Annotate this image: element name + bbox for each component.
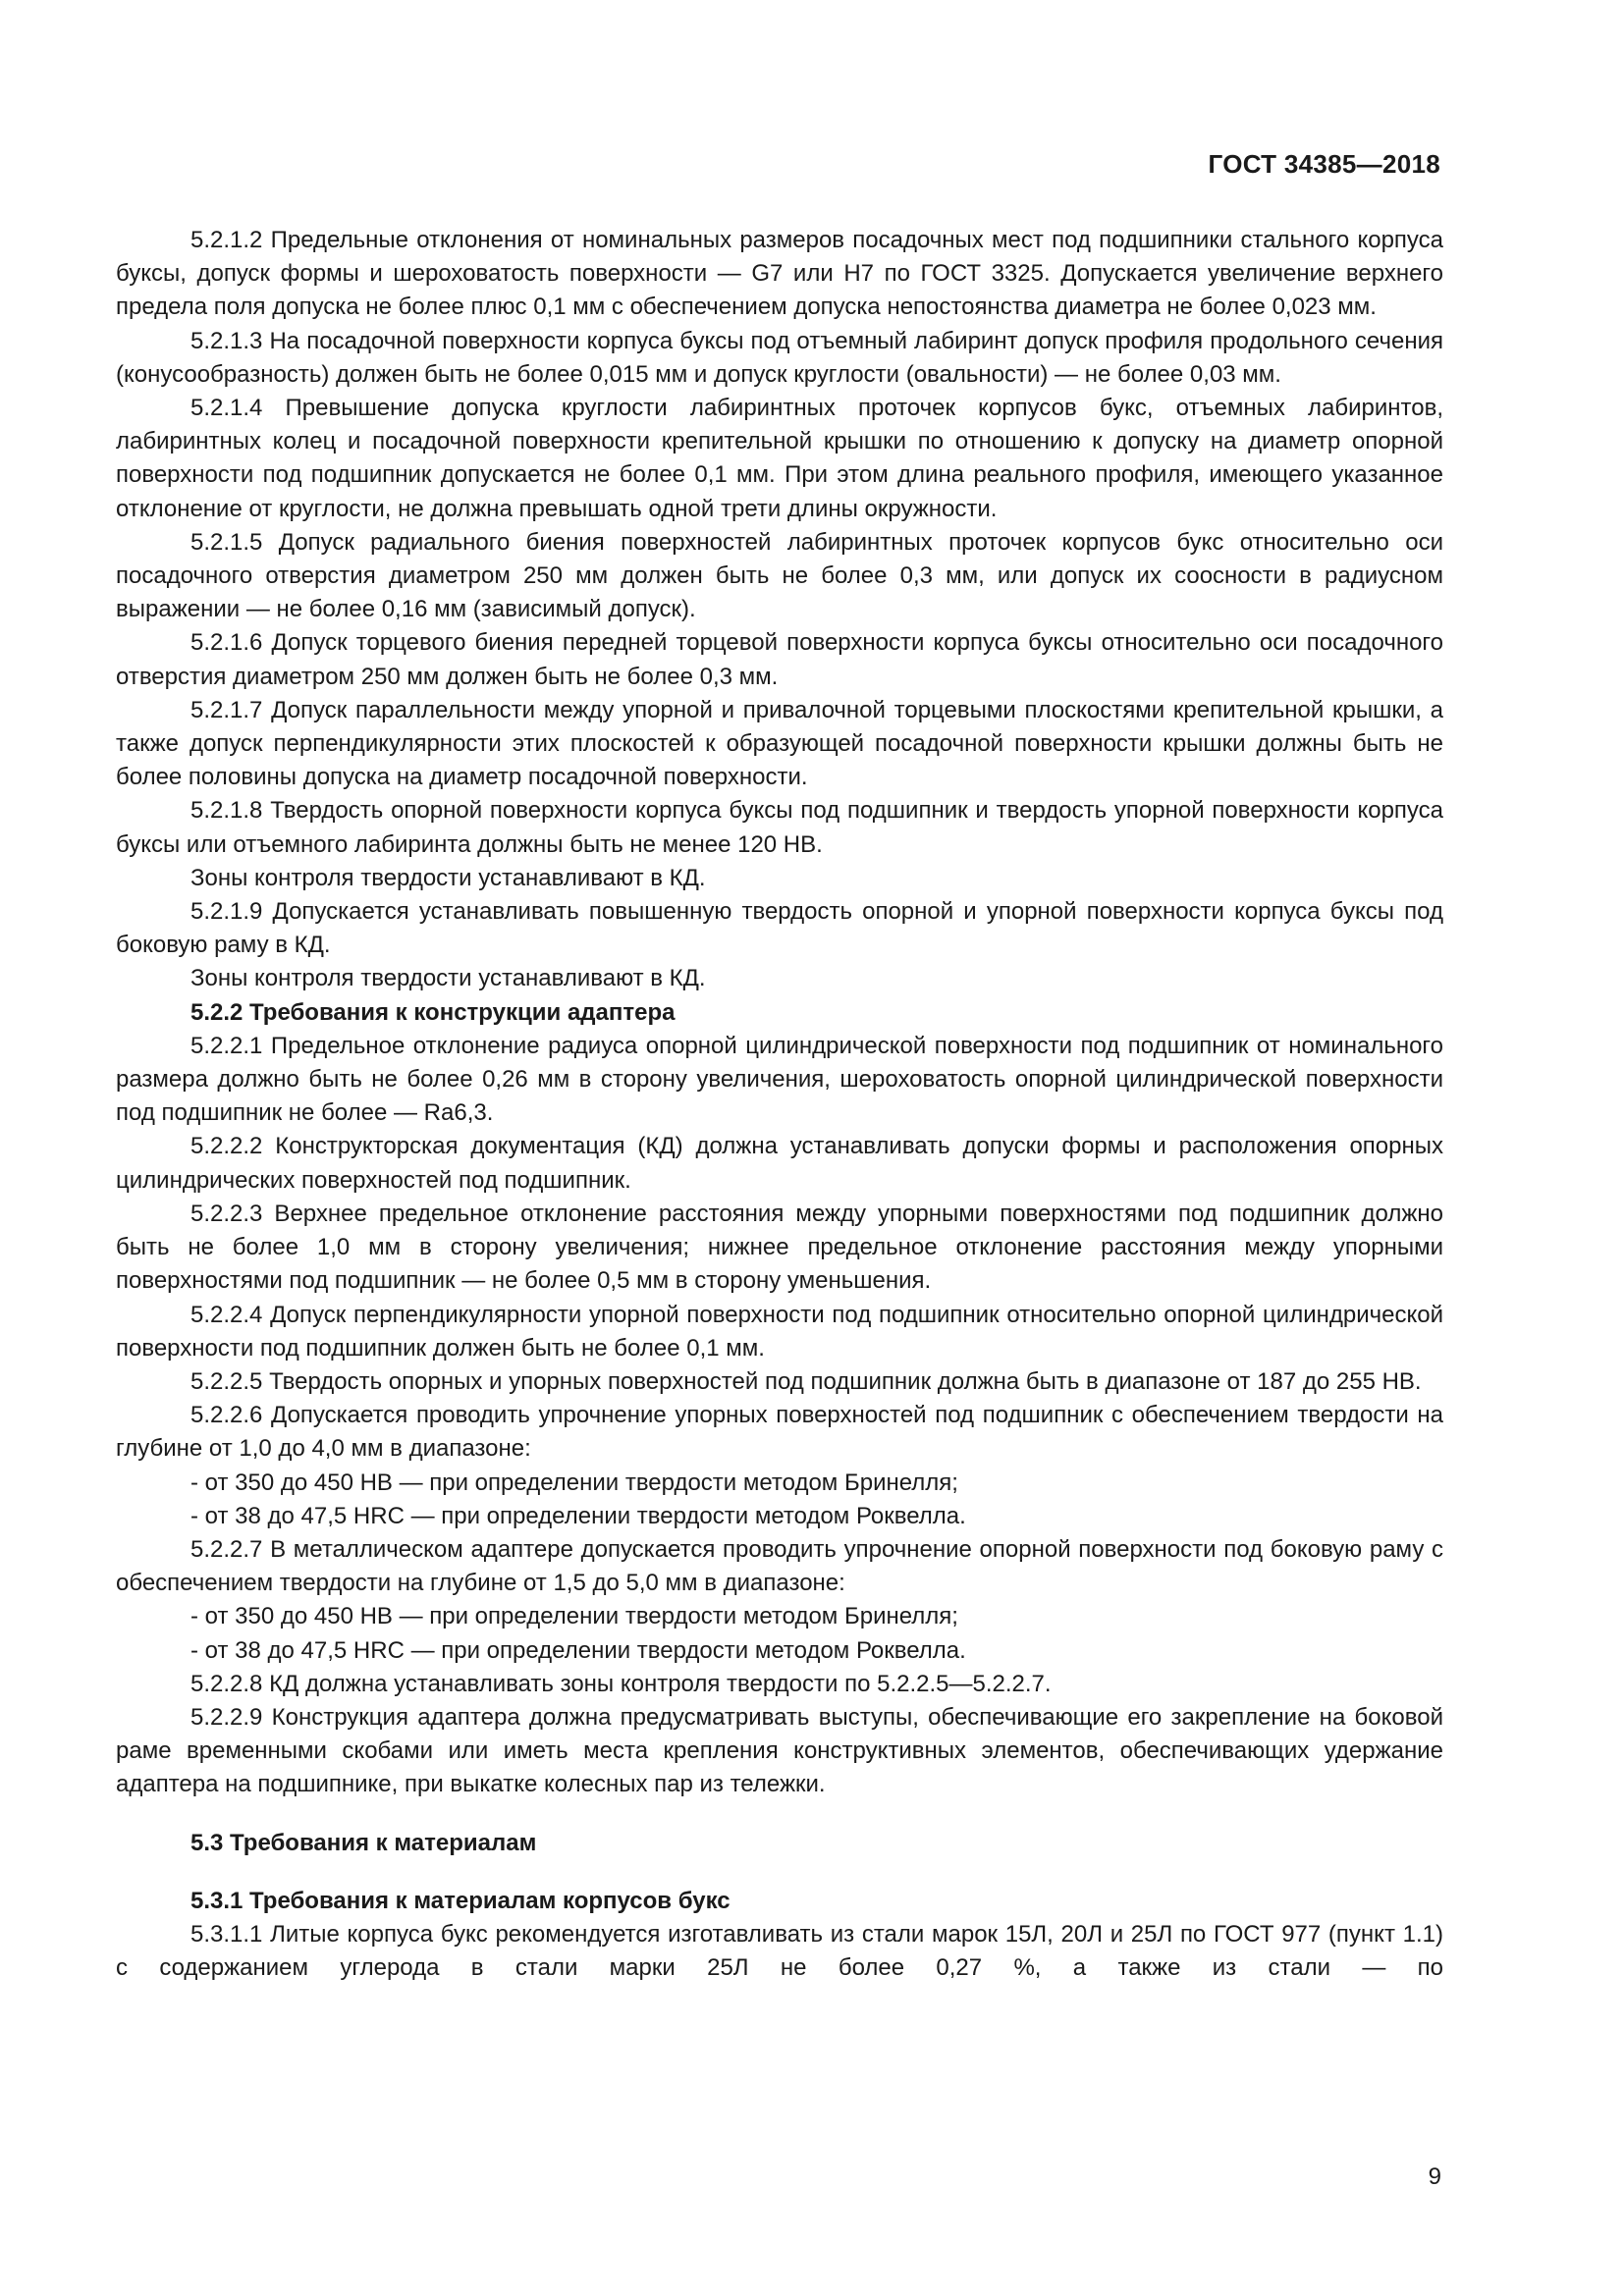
paragraph: 5.2.1.9 Допускается устанавливать повышенную твердость опорной и упорной поверхности корпуса буксы под боковую раму в КД.: [116, 898, 1443, 959]
section-heading: 5.2.2 Требования к конструкции адаптера: [190, 998, 676, 1026]
paragraph: - от 38 до 47,5 HRC — при определении твердости методом Роквелла.: [190, 1502, 966, 1529]
paragraph: 5.2.1.2 Предельные отклонения от номинальных размеров посадочных мест под подшипники стального корпуса буксы, допуск формы и шероховатость поверхности — G7 или H7 по ГОСТ 3325. Допускается увеличение верхнего предела поля допуска не более плюс 0,1 мм с обеспечением допуска непостоянства диаметра не более 0,023 мм.: [116, 227, 1443, 321]
paragraph: 5.2.2.7 В металлическом адаптере допускается проводить упрочнение опорной поверхности под боковую раму с обеспечением твердости на глубине от 1,5 до 5,0 мм в диапазоне:: [116, 1535, 1443, 1597]
paragraph: - от 350 до 450 НВ — при определении твердости методом Бринелля;: [190, 1468, 958, 1496]
paragraph: Зоны контроля твердости устанавливают в КД.: [190, 864, 706, 891]
paragraph: 5.2.2.1 Предельное отклонение радиуса опорной цилиндрической поверхности под подшипник от номинального размера должно быть не более 0,26 мм в сторону увеличения, шероховатость опорной цилиндрической поверхности под подшипник не более — Ra6,3.: [116, 1032, 1443, 1127]
paragraph: 5.2.2.5 Твердость опорных и упорных поверхностей под подшипник должна быть в диапазоне от 187 до 255 НВ.: [190, 1367, 1422, 1395]
document-body: [116, 224, 1443, 1985]
paragraph: 5.2.1.6 Допуск торцевого биения передней торцевой поверхности корпуса буксы относительно оси посадочного отверстия диаметром 250 мм должен быть не более 0,3 мм.: [116, 629, 1443, 690]
paragraph: 5.2.1.3 На посадочной поверхности корпуса буксы под отъемный лабиринт допуск профиля продольного сечения (конусообразность) должен быть не более 0,015 мм и допуск круглости (овальности) — не более 0,03 мм.: [116, 327, 1443, 388]
paragraph: 5.2.2.9 Конструкция адаптера должна предусматривать выступы, обеспечивающие его закрепление на боковой раме временными скобами или иметь места крепления конструктивных элементов, обеспечивающих удержание адаптера на подшипнике, при выкатке колесных пар из тележки.: [116, 1703, 1443, 1798]
section-heading: 5.3.1 Требования к материалам корпусов букс: [190, 1887, 731, 1914]
paragraph: 5.2.2.2 Конструкторская документация (КД) должна устанавливать допуски формы и расположения опорных цилиндрических поверхностей под подшипник.: [116, 1133, 1443, 1194]
paragraph: 5.2.2.8 КД должна устанавливать зоны контроля твердости по 5.2.2.5—5.2.2.7.: [190, 1670, 1052, 1697]
paragraph: - от 350 до 450 НВ — при определении твердости методом Бринелля;: [190, 1603, 958, 1630]
paragraph: 5.3.1.1 Литые корпуса букс рекомендуется изготавливать из стали марок 15Л, 20Л и 25Л по ГОСТ 977 (пункт 1.1) с содержанием углерода в стали марки 25Л не более 0,27 %, а также из стали — по: [116, 1920, 1443, 1982]
paragraph: 5.2.1.7 Допуск параллельности между упорной и привалочной торцевыми плоскостями крепительной крышки, а также допуск перпендикулярности этих плоскостей к образующей посадочной поверхности крышки должны быть не более половины допуска на диаметр посадочной поверхности.: [116, 696, 1443, 791]
paragraph: 5.2.1.5 Допуск радиального биения поверхностей лабиринтных проточек корпусов букс относительно оси посадочного отверстия диаметром 250 мм должен быть не более 0,3 мм, или допуск их соосности в радиусном выражении — не более 0,16 мм (зависимый допуск).: [116, 528, 1443, 623]
paragraph: Зоны контроля твердости устанавливают в КД.: [190, 965, 706, 992]
paragraph: 5.2.1.8 Твердость опорной поверхности корпуса буксы под подшипник и твердость упорной поверхности корпуса буксы или отъемного лабиринта должны быть не менее 120 НВ.: [116, 797, 1443, 858]
page-number: 9: [1428, 2163, 1441, 2190]
paragraph: 5.2.2.3 Верхнее предельное отклонение расстояния между упорными поверхностями под подшипник должно быть не более 1,0 мм в сторону увеличения; нижнее предельное отклонение расстояния между упорными поверхностями под подшипник — не более 0,5 мм в сторону уменьшения.: [116, 1200, 1443, 1295]
paragraph: 5.2.2.4 Допуск перпендикулярности упорной поверхности под подшипник относительно опорной цилиндрической поверхности под подшипник должен быть не более 0,1 мм.: [116, 1301, 1443, 1362]
paragraph: 5.2.2.6 Допускается проводить упрочнение упорных поверхностей под подшипник с обеспечением твердости на глубине от 1,0 до 4,0 мм в диапазоне:: [116, 1402, 1443, 1463]
document-code: ГОСТ 34385—2018: [1208, 149, 1440, 179]
paragraph: - от 38 до 47,5 HRC — при определении твердости методом Роквелла.: [190, 1636, 966, 1664]
section-heading: 5.3 Требования к материалам: [190, 1829, 537, 1856]
paragraph: 5.2.1.4 Превышение допуска круглости лабиринтных проточек корпусов букс, отъемных лабиринтов, лабиринтных колец и посадочной поверхности крепительной крышки по отношению к допуску на диаметр опорной поверхности под подшипник допускается не более 0,1 мм. При этом длина реального профиля, имеющего указанное отклонение от круглости, не должна превышать одной трети длины окружности.: [116, 395, 1443, 522]
